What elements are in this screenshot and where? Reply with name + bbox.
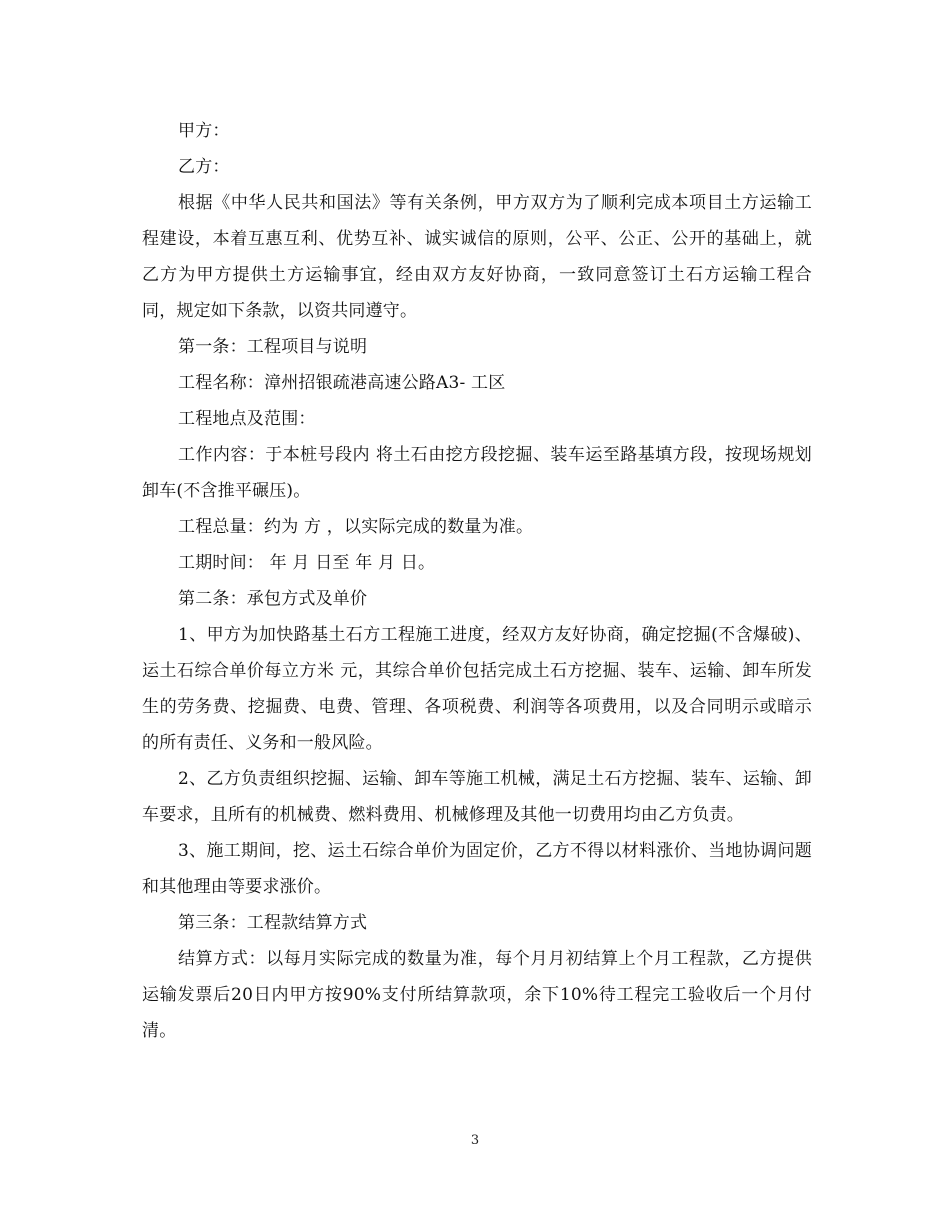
page-number: 3 bbox=[470, 1133, 480, 1148]
project-name-line: 工程名称：漳州招银疏港高速公路A3- 工区 bbox=[178, 373, 506, 393]
schedule-line: 工期时间： 年 月 日至 年 月 日。 bbox=[178, 553, 436, 573]
work-content-paragraph: 工作内容：于本桩号段内 将土石由挖方段挖掘、装车运至路基填方段，按现场规划卸车(不含推平碾压)。 bbox=[142, 445, 812, 501]
clause-2-2-paragraph: 2、乙方负责组织挖掘、运输、卸车等施工机械，满足土石方挖掘、装车、运输、卸车要求，且所有的机械费、燃料费用、机械修理及其他一切费用均由乙方负责。 bbox=[142, 769, 812, 825]
preamble-paragraph: 根据《中华人民共和国法》等有关条例，甲方双方为了顺利完成本项目土方运输工程建设，本着互惠互利、优势互补、诚实诚信的原则，公平、公正、公开的基础上，就乙方为甲方提供土方运输事宜，经由双方友好协商，一致同意签订土石方运输工程合同，规定如下条款，以资共同遵守。 bbox=[142, 193, 812, 321]
document-body bbox=[142, 113, 812, 1049]
article-1-heading: 第一条：工程项目与说明 bbox=[178, 337, 368, 357]
project-location-line: 工程地点及范围： bbox=[178, 409, 316, 429]
party-b-line: 乙方： bbox=[178, 157, 230, 177]
settlement-paragraph: 结算方式：以每月实际完成的数量为准，每个月月初结算上个月工程款，乙方提供运输发票后20日内甲方按90%支付所结算款项，余下10%待工程完工验收后一个月付清。 bbox=[142, 949, 812, 1041]
clause-2-1-paragraph: 1、甲方为加快路基土石方工程施工进度，经双方友好协商，确定挖掘(不含爆破)、运土石综合单价每立方米 元，其综合单价包括完成土石方挖掘、装车、运输、卸车所发生的劳务费、挖掘费、电费、管理、各项税费、利润等各项费用，以及合同明示或暗示的所有责任、义务和一般风险。 bbox=[142, 625, 812, 753]
party-a-line: 甲方： bbox=[178, 121, 230, 141]
clause-2-3-paragraph: 3、施工期间，挖、运土石综合单价为固定价，乙方不得以材料涨价、当地协调问题和其他理由等要求涨价。 bbox=[142, 841, 812, 897]
article-2-heading: 第二条：承包方式及单价 bbox=[178, 589, 368, 609]
total-quantity-line: 工程总量：约为 方 ，以实际完成的数量为准。 bbox=[178, 517, 534, 537]
article-3-heading: 第三条：工程款结算方式 bbox=[178, 913, 368, 933]
